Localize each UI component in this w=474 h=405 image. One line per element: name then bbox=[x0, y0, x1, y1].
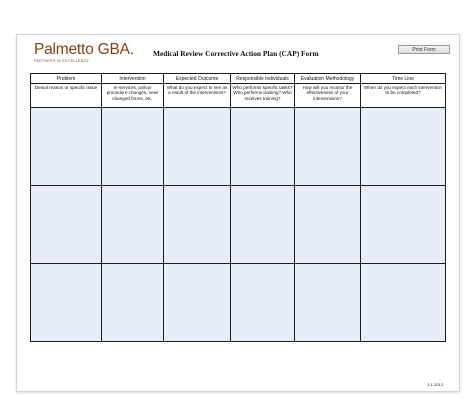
column-header-problem: Problem bbox=[31, 74, 102, 84]
entry-field-responsible-individuals[interactable] bbox=[231, 186, 295, 264]
entry-field-responsible-individuals[interactable] bbox=[231, 264, 295, 342]
entry-field-problem[interactable] bbox=[31, 186, 102, 264]
logo-tagline: PARTNERS IN EXCELLENCE bbox=[34, 59, 90, 63]
logo-name: Palmetto GBA. bbox=[34, 41, 134, 58]
form-title: Medical Review Corrective Action Plan (CAP) Form bbox=[153, 49, 319, 58]
entry-field-time-line[interactable] bbox=[361, 186, 446, 264]
form-version-code: 1.1-2013 bbox=[427, 382, 443, 387]
entry-row bbox=[31, 108, 446, 186]
entry-row bbox=[31, 264, 446, 342]
form-page bbox=[16, 34, 460, 392]
guidance-time-line: When do you expect each intervention to be completed? bbox=[361, 84, 446, 108]
guidance-row bbox=[31, 84, 446, 108]
column-header-intervention: Intervention bbox=[102, 74, 164, 84]
header-row bbox=[31, 74, 446, 84]
column-header-responsible-individuals: Responsible Individuals bbox=[231, 74, 295, 84]
entry-row bbox=[31, 186, 446, 264]
entry-field-time-line[interactable] bbox=[361, 108, 446, 186]
guidance-responsible-individuals: Who performs specific tasks? Who performs training? Who receives training? bbox=[231, 84, 295, 108]
entry-field-expected-outcome[interactable] bbox=[164, 186, 231, 264]
guidance-evaluation-methodology: How will you monitor the effectiveness of your interventions? bbox=[295, 84, 361, 108]
column-header-expected-outcome: Expected Outcome bbox=[164, 74, 231, 84]
column-header-evaluation-methodology: Evaluation Methodology bbox=[295, 74, 361, 84]
entry-field-evaluation-methodology[interactable] bbox=[295, 186, 361, 264]
entry-field-intervention[interactable] bbox=[102, 264, 164, 342]
guidance-problem: Denial reason or specific issue bbox=[31, 84, 102, 108]
column-header-time-line: Time Line bbox=[361, 74, 446, 84]
entry-field-problem[interactable] bbox=[31, 108, 102, 186]
cap-table bbox=[30, 73, 446, 342]
entry-field-intervention[interactable] bbox=[102, 186, 164, 264]
entry-field-problem[interactable] bbox=[31, 264, 102, 342]
guidance-expected-outcome: What do you expect to see as a result of the interventions? bbox=[164, 84, 231, 108]
entry-field-evaluation-methodology[interactable] bbox=[295, 264, 361, 342]
guidance-intervention: In-services, policy/ procedure changes, new/ changed forms, etc. bbox=[102, 84, 164, 108]
entry-field-responsible-individuals[interactable] bbox=[231, 108, 295, 186]
entry-field-time-line[interactable] bbox=[361, 264, 446, 342]
entry-field-evaluation-methodology[interactable] bbox=[295, 108, 361, 186]
palmetto-gba-logo bbox=[34, 42, 134, 63]
print-form-button[interactable]: Print Form bbox=[398, 45, 450, 54]
entry-field-intervention[interactable] bbox=[102, 108, 164, 186]
entry-field-expected-outcome[interactable] bbox=[164, 264, 231, 342]
entry-field-expected-outcome[interactable] bbox=[164, 108, 231, 186]
